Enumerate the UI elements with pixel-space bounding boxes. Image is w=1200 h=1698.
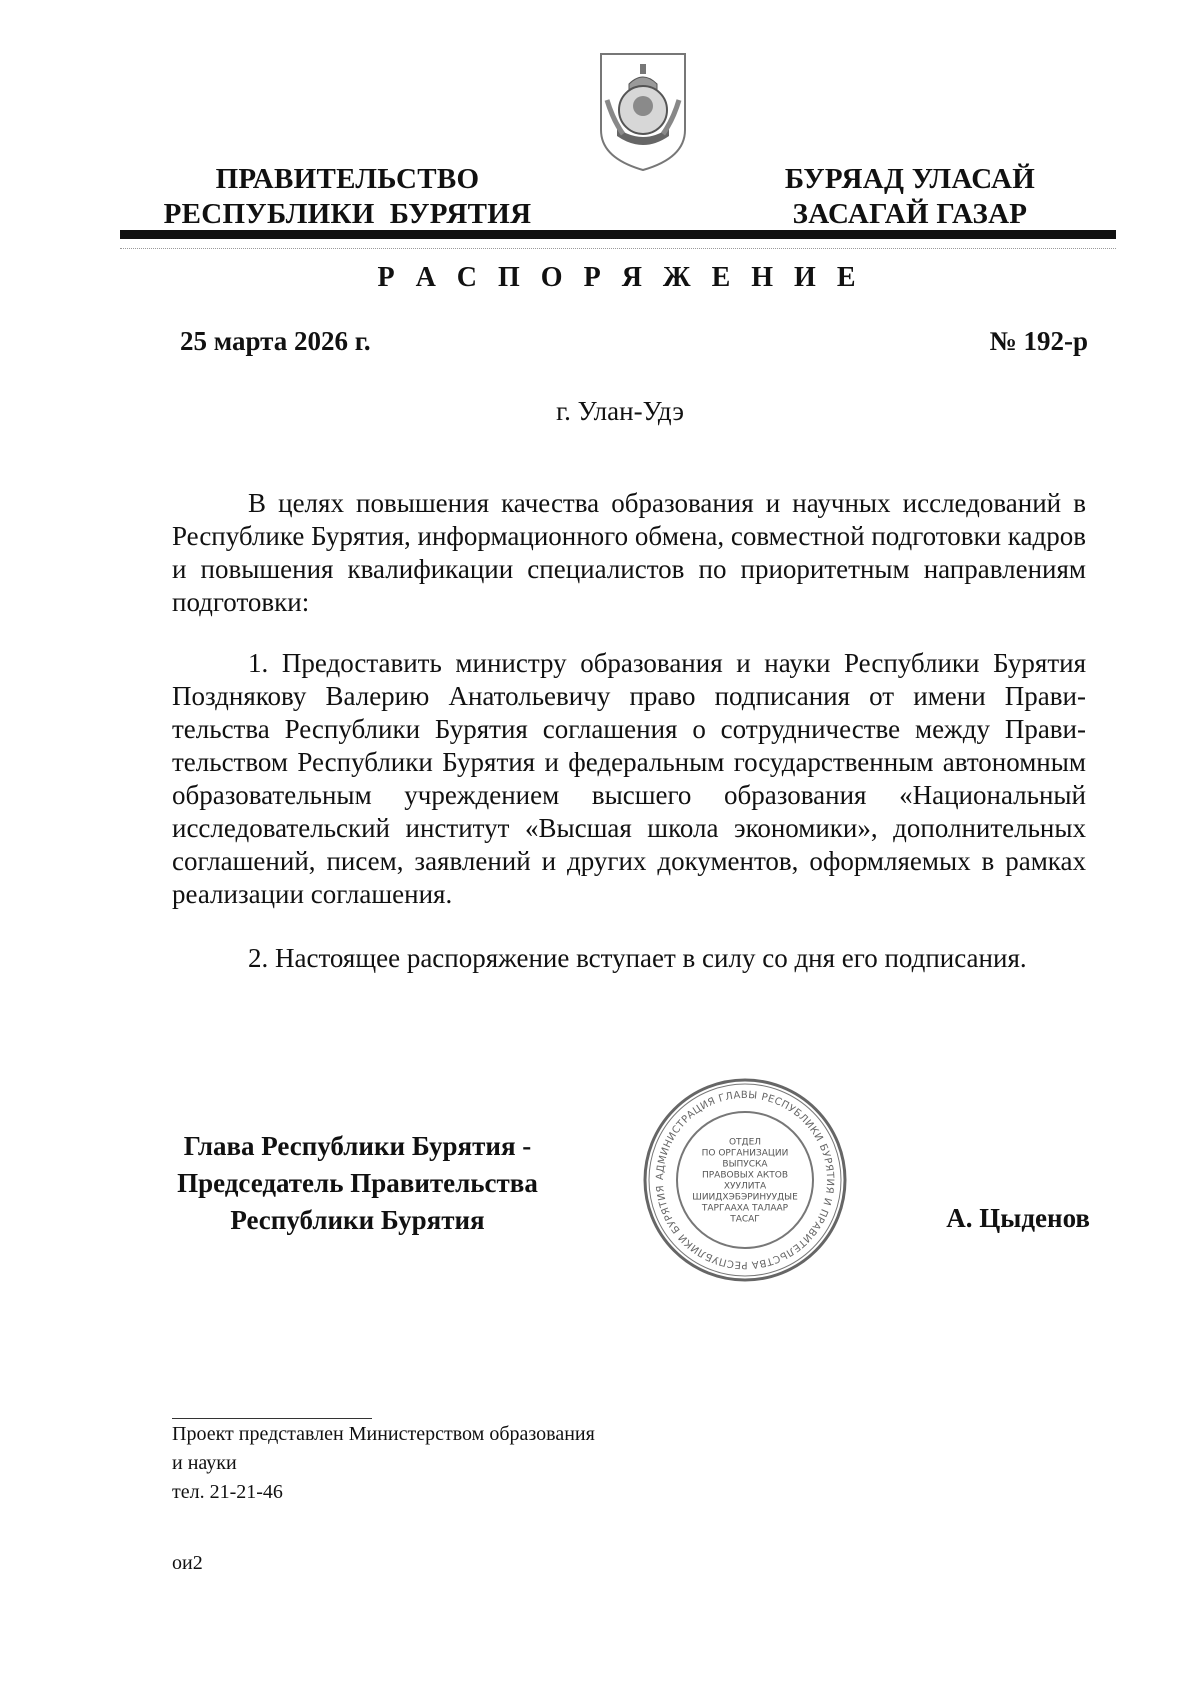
header-divider-dotted (120, 248, 1116, 249)
government-name-russian-line2: РЕСПУБЛИКИ БУРЯТИЯ (163, 198, 532, 230)
seal-center-line: ПО ОРГАНИЗАЦИИ (701, 1148, 789, 1159)
seal-center-line: ХУУЛИТА (723, 1181, 767, 1192)
footer-phone: тел. 21-21-46 (172, 1481, 283, 1503)
seal-center-line: ОТДЕЛ (728, 1137, 762, 1148)
preamble-text: В целях повышения качества образования и научных исследований в Республике Бурятия, информационного обмена, совместной подготовки кадров и повышения квалификации специалистов по приоритетным направлениям подготовки: (172, 488, 1086, 617)
round-seal-icon (640, 1075, 850, 1285)
footer-code: ои2 (172, 1552, 203, 1574)
seal-center-line: ПРАВОВЫХ АКТОВ (701, 1170, 789, 1181)
document-number: № 192-р (989, 326, 1088, 356)
item-1-text: 1. Предоставить министру образования и науки Республики Бурятия Позднякову Валерию Анатольевичу право подписания от имени Правительства Республики Бурятия соглашения о сотрудничестве между Правительством Республики Бурятия и федеральным государственным автономным образовательным учреждением высшего образования «Национальный исследовательский институт «Высшая школа экономики», дополнительных соглашений, писем, заявлений и других документов, оформляемых в рамках реализации соглашения. (172, 648, 1086, 909)
government-name-buryat-line1: БУРЯАД УЛАСАЙ (784, 163, 1036, 195)
document-date: 25 марта 2026 г. (180, 326, 371, 356)
signatory-name: А. Цыденов (946, 1203, 1090, 1233)
coat-of-arms-emblem (593, 50, 693, 174)
footer-note-line1: Проект представлен Министерством образования (172, 1423, 595, 1445)
item-2-paragraph (172, 942, 1086, 975)
government-name-buryat (760, 162, 1060, 232)
footer-divider (172, 1418, 372, 1419)
signatory-position (150, 1128, 565, 1239)
signatory-position-line3: Республики Бурятия (230, 1205, 485, 1235)
seal-center-line: ТАРГААХА ТАЛААР (701, 1203, 789, 1214)
document-type-title: Р А С П О Р Я Ж Е Н И Е (377, 262, 863, 293)
signatory-position-line2: Председатель Правительства (177, 1168, 538, 1198)
seal-ring-text: АДМИНИСТРАЦИЯ ГЛАВЫ РЕСПУБЛИКИ БУРЯТИЯ И ПРАВИТЕЛЬСТВА РЕСПУБЛИКИ БУРЯТИЯ (654, 1089, 836, 1271)
official-seal (640, 1075, 850, 1285)
footer-note-line2: и науки (172, 1452, 237, 1474)
item-1-paragraph (172, 647, 1086, 911)
government-name-russian (150, 162, 545, 232)
item-2-text: 2. Настоящее распоряжение вступает в силу со дня его подписания. (248, 943, 1027, 973)
signatory-position-line1: Глава Республики Бурятия - (183, 1131, 532, 1161)
seal-center-line: ТАСАГ (730, 1214, 760, 1225)
government-name-russian-line1: ПРАВИТЕЛЬСТВО (215, 163, 480, 195)
government-name-buryat-line2: ЗАСАГАЙ ГАЗАР (792, 198, 1028, 230)
seal-center-line: ВЫПУСКА (722, 1159, 768, 1170)
header-divider-thick (120, 230, 1116, 239)
document-city: г. Улан-Удэ (556, 396, 684, 426)
preamble-paragraph (172, 487, 1086, 619)
coat-of-arms-icon (593, 50, 693, 174)
footer-note (172, 1420, 595, 1507)
seal-center-line: ШИИДХЭБЭРИНУУДЫЕ (692, 1192, 798, 1203)
